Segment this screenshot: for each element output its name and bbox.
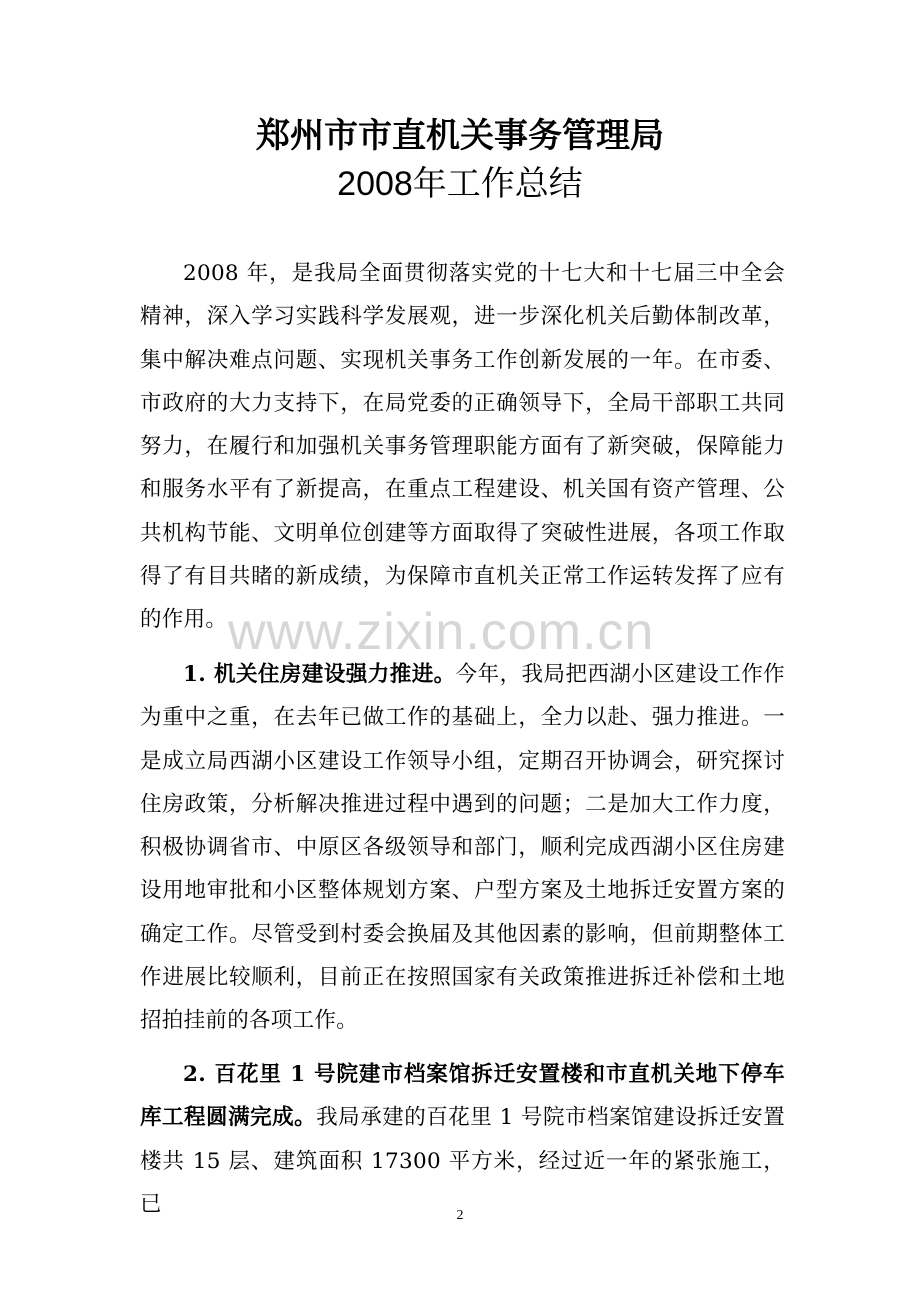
paragraph-intro bbox=[140, 252, 785, 642]
paragraph-lead: 2. 百花里 1 号院建市档案馆拆迁安置楼和市直机关地下停车库工程圆满完成。 bbox=[140, 1062, 785, 1131]
paragraph-text: 2008 年，是我局全面贯彻落实党的十七大和十七届三中全会精神，深入学习实践科学发展观，进一步深化机关后勤体制改革，集中解决难点问题、实现机关事务工作创新发展的一年。在市委、市政府的大力支持下，在局党委的正确领导下，全局干部职工共同努力，在履行和加强机关事务管理职能方面有了新突破，保障能力和服务水平有了新提高，在重点工程建设、机关国有资产管理、公共机构节能、文明单位创建等方面取得了突破性进展，各项工作取得了有目共睹的新成绩，为保障市直机关正常工作运转发挥了应有的作用。 bbox=[140, 261, 785, 633]
page-number: 2 bbox=[456, 1208, 464, 1223]
paragraph-text: 今年，我局把西湖小区建设工作作为重中之重，在去年已做工作的基础上，全力以赴、强力推进。一是成立局西湖小区建设工作领导小组，定期召开协调会，研究探讨住房政策，分析解决推进过程中遇到的问题；二是加大工作力度，积极协调省市、中原区各级领导和部门，顺利完成西湖小区住房建设用地审批和小区整体规划方案、户型方案及土地拆迁安置方案的确定工作。尽管受到村委会换届及其他因素的影响，但前期整体工作进展比较顺利，目前正在按照国家有关政策推进拆迁补偿和土地招拍挂前的各项工作。 bbox=[140, 662, 785, 1034]
paragraph-housing bbox=[140, 653, 785, 1043]
watermark: www.zixin.com.cn bbox=[228, 603, 655, 661]
paragraph-baihuali bbox=[140, 1053, 785, 1226]
document-title-line2: 2008年工作总结 bbox=[337, 165, 583, 203]
paragraph-lead: 1. 机关住房建设强力推进。 bbox=[183, 662, 456, 687]
document-title-line1: 郑州市市直机关事务管理局 bbox=[256, 116, 664, 156]
paragraph-text: 我局承建的百花里 1 号院市档案馆建设拆迁安置楼共 15 层、建筑面积 17300 平方米，经过近一年的紧张施工，已 bbox=[140, 1105, 785, 1217]
